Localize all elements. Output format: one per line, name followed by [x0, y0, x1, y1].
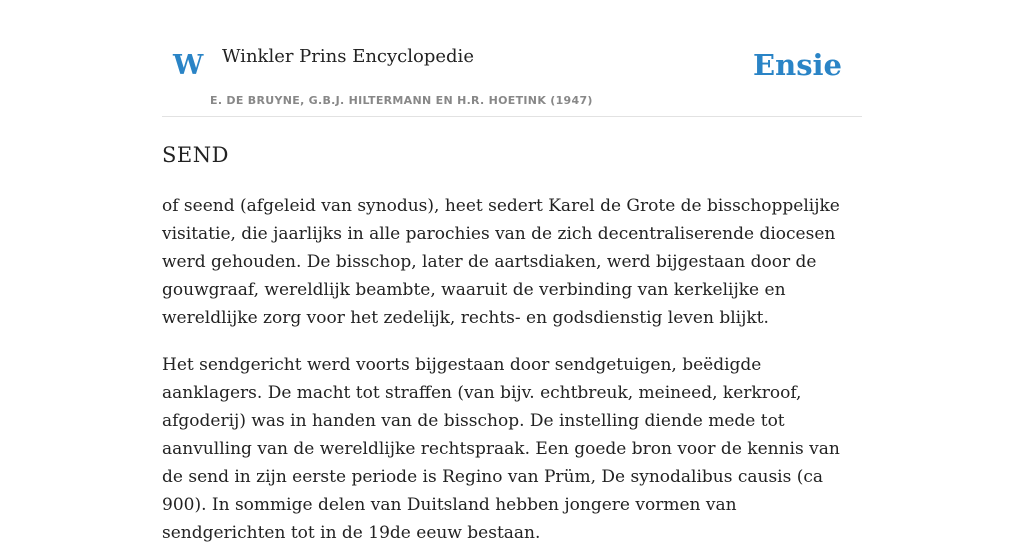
article-paragraph: Het sendgericht werd voorts bijgestaan door sendgetuigen, beëdigde aanklagers. De macht tot straffen (van bijv. echtbreuk, meineed, kerkroof, afgoderij) was in handen van de bisschop. De instelling diende mede tot aanvulling van de wereldlijke rechtspraak. Een goede bron voor de kennis van de send in zijn eerste periode is Regino van Prüm, De synodalibus causis (ca 900). In sommige delen van Duitsland hebben jongere vormen van sendgerichten tot in de 19de eeuw bestaan. — [162, 355, 840, 543]
publication-logo[interactable]: W — [173, 50, 204, 81]
publication-authors: E. DE BRUYNE, G.B.J. HILTERMANN EN H.R. HOETINK (1947) — [210, 94, 593, 107]
article-paragraph: of seend (afgeleid van synodus), heet sedert Karel de Grote de bisschoppelijke visitatie, die jaarlijks in alle parochies van de zich decentraliserende diocesen werd gehouden. De bisschop, later de aartsdiaken, werd bijgestaan door de gouwgraaf, wereldlijk beambte, waaruit de verbinding van kerkelijke en wereldlijke zorg voor het zedelijk, rechts- en godsdienstig leven blijkt. — [162, 196, 840, 328]
publication-header — [162, 0, 862, 117]
publication-title[interactable]: Winkler Prins Encyclopedie — [222, 46, 474, 67]
entry-title: SEND — [162, 143, 229, 167]
article — [162, 140, 862, 547]
ensie-logo-link[interactable]: Ensie — [753, 48, 842, 82]
